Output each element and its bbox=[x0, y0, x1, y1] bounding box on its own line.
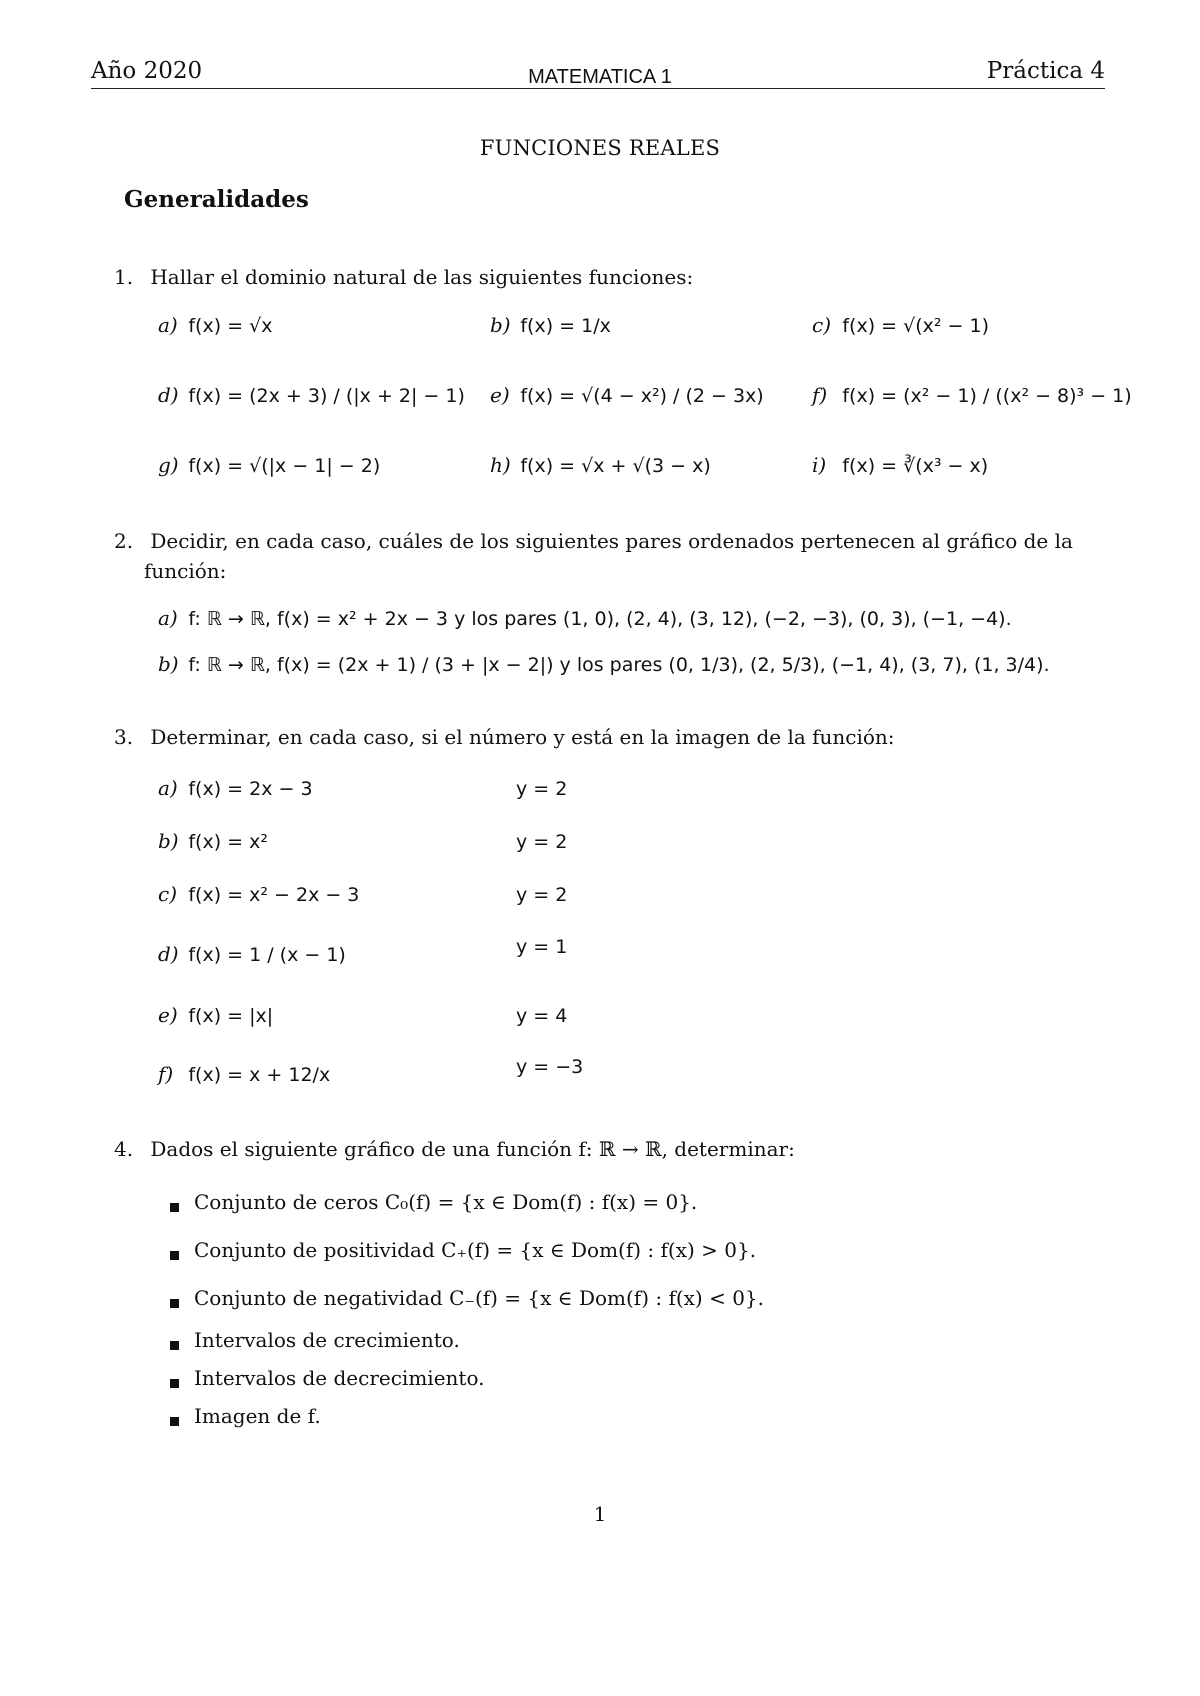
exercise-statement: Hallar el dominio natural de las siguientes funciones: bbox=[150, 265, 694, 289]
ex3-target-a: y = 2 bbox=[516, 778, 568, 800]
item-label: b) bbox=[158, 829, 179, 853]
ex4-bullet-increasing: Intervalos de crecimiento. bbox=[194, 1328, 460, 1352]
exercise-number: 1. bbox=[114, 265, 134, 289]
ex4-bullet-positivity: Conjunto de positividad C₊(f) = {x ∈ Dom(f) : f(x) > 0}. bbox=[194, 1238, 757, 1262]
item-label: i) bbox=[812, 453, 827, 477]
ex1-item-a bbox=[158, 313, 272, 337]
header-practice: Práctica 4 bbox=[986, 58, 1105, 84]
ex1-item-b bbox=[490, 313, 611, 337]
item-expression: f(x) = √(x² − 1) bbox=[842, 315, 989, 337]
item-label: f) bbox=[158, 1062, 174, 1086]
ex3-target-c: y = 2 bbox=[516, 884, 568, 906]
ex2-item-a bbox=[158, 606, 1012, 630]
bullet-marker bbox=[170, 1299, 179, 1308]
ex1-item-h bbox=[490, 453, 711, 477]
item-label: c) bbox=[158, 882, 178, 906]
ex1-item-i bbox=[812, 453, 988, 477]
item-expression: f(x) = √x + √(3 − x) bbox=[520, 455, 711, 477]
ex3-item-d bbox=[158, 942, 346, 966]
bullet-marker bbox=[170, 1251, 179, 1260]
ex3-target-d: y = 1 bbox=[516, 936, 568, 958]
exercise-statement: Determinar, en cada caso, si el número y está en la imagen de la función: bbox=[150, 725, 895, 749]
item-label: f) bbox=[812, 383, 828, 407]
exercise-2 bbox=[114, 526, 1073, 557]
page-number: 1 bbox=[593, 1502, 607, 1526]
item-expression: f(x) = x + 12/x bbox=[188, 1064, 331, 1086]
item-label: b) bbox=[158, 652, 179, 676]
exercise-2-continuation: función: bbox=[144, 559, 227, 583]
header-year: Año 2020 bbox=[91, 58, 203, 84]
ex1-item-c bbox=[812, 313, 989, 337]
exercise-1 bbox=[114, 262, 693, 293]
ex1-item-e bbox=[490, 383, 764, 407]
item-expression: f(x) = x² − 2x − 3 bbox=[188, 884, 360, 906]
document-title: FUNCIONES REALES bbox=[479, 136, 721, 160]
ex1-item-d bbox=[158, 383, 465, 407]
ex1-item-g bbox=[158, 453, 380, 477]
item-expression: f(x) = √(|x − 1| − 2) bbox=[188, 455, 381, 477]
exercise-number: 3. bbox=[114, 725, 134, 749]
item-label: a) bbox=[158, 313, 178, 337]
ex3-item-b bbox=[158, 829, 268, 853]
item-label: a) bbox=[158, 606, 178, 630]
item-label: d) bbox=[158, 383, 179, 407]
item-expression: f(x) = 1/x bbox=[520, 315, 611, 337]
exercise-3 bbox=[114, 722, 895, 753]
ex4-bullet-decreasing: Intervalos de decrecimiento. bbox=[194, 1366, 485, 1390]
exercise-statement: Dados el siguiente gráfico de una función f: ℝ → ℝ, determinar: bbox=[150, 1137, 795, 1161]
item-label: d) bbox=[158, 942, 179, 966]
header-course: MATEMATICA 1 bbox=[528, 66, 672, 88]
ex3-item-c bbox=[158, 882, 359, 906]
exercise-statement: Decidir, en cada caso, cuáles de los siguientes pares ordenados pertenecen al gráfico de la bbox=[150, 529, 1073, 553]
item-expression: f(x) = (2x + 3) / (|x + 2| − 1) bbox=[188, 385, 465, 407]
bullet-marker bbox=[170, 1203, 179, 1212]
ex2-item-b bbox=[158, 652, 1050, 676]
item-label: g) bbox=[158, 453, 179, 477]
item-expression: f(x) = √(4 − x²) / (2 − 3x) bbox=[520, 385, 764, 407]
item-expression: f: ℝ → ℝ, f(x) = (2x + 1) / (3 + |x − 2|) y los pares (0, 1/3), (2, 5/3), (−1, 4), (3, 7), (1, 3/4). bbox=[188, 654, 1050, 676]
ex3-target-b: y = 2 bbox=[516, 831, 568, 853]
ex3-target-e: y = 4 bbox=[516, 1005, 568, 1027]
item-expression: f(x) = 1 / (x − 1) bbox=[188, 944, 346, 966]
item-label: c) bbox=[812, 313, 832, 337]
item-expression: f(x) = √x bbox=[188, 315, 273, 337]
item-label: a) bbox=[158, 776, 178, 800]
item-expression: f(x) = |x| bbox=[188, 1005, 274, 1027]
item-expression: f(x) = (x² − 1) / ((x² − 8)³ − 1) bbox=[842, 385, 1132, 407]
bullet-marker bbox=[170, 1341, 179, 1350]
item-label: b) bbox=[490, 313, 511, 337]
item-expression: f(x) = 2x − 3 bbox=[188, 778, 313, 800]
header-rule bbox=[91, 88, 1105, 89]
exercise-number: 2. bbox=[114, 529, 134, 553]
bullet-marker bbox=[170, 1417, 179, 1426]
bullet-marker bbox=[170, 1379, 179, 1388]
item-expression: f: ℝ → ℝ, f(x) = x² + 2x − 3 y los pares (1, 0), (2, 4), (3, 12), (−2, −3), (0, 3), (−1, −4). bbox=[188, 608, 1012, 630]
item-label: h) bbox=[490, 453, 511, 477]
ex3-target-f: y = −3 bbox=[516, 1056, 584, 1078]
exercise-4 bbox=[114, 1134, 795, 1165]
ex3-item-f bbox=[158, 1062, 330, 1086]
item-label: e) bbox=[490, 383, 510, 407]
ex4-bullet-image: Imagen de f. bbox=[194, 1404, 321, 1428]
ex3-item-a bbox=[158, 776, 313, 800]
section-heading: Generalidades bbox=[124, 186, 309, 213]
item-label: e) bbox=[158, 1003, 178, 1027]
ex1-item-f bbox=[812, 383, 1132, 407]
ex3-item-e bbox=[158, 1003, 273, 1027]
item-expression: f(x) = x² bbox=[188, 831, 268, 853]
item-expression: f(x) = ∛(x³ − x) bbox=[842, 455, 989, 477]
exercise-number: 4. bbox=[114, 1137, 134, 1161]
ex4-bullet-zeros: Conjunto de ceros C₀(f) = {x ∈ Dom(f) : f(x) = 0}. bbox=[194, 1190, 698, 1214]
ex4-bullet-negativity: Conjunto de negatividad C₋(f) = {x ∈ Dom(f) : f(x) < 0}. bbox=[194, 1286, 765, 1310]
